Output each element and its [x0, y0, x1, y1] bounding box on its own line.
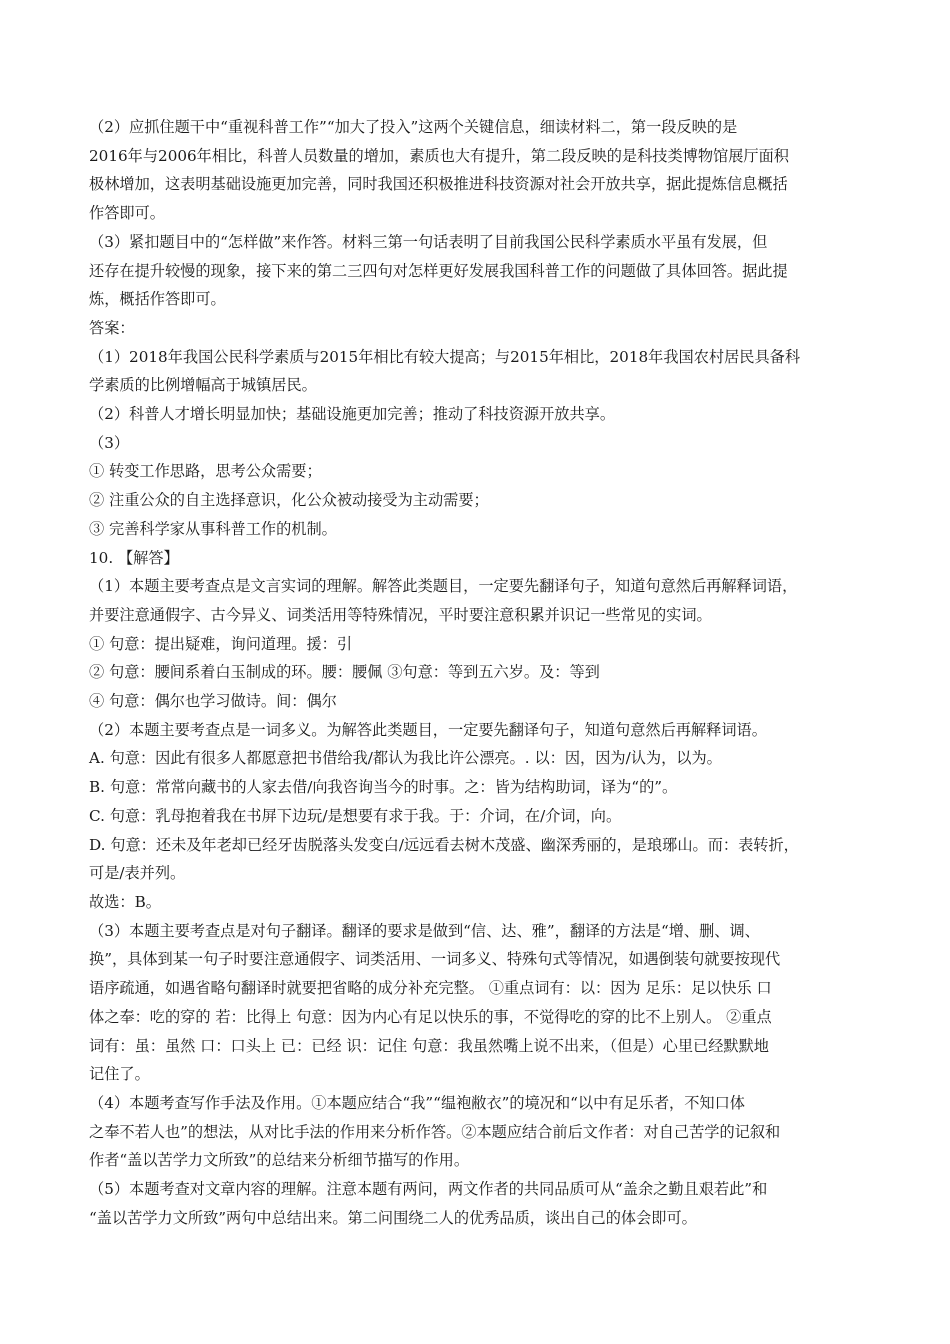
text-line: （3）	[89, 433, 130, 452]
answer-text-body	[89, 113, 869, 1232]
text-line: 作答即可。	[89, 204, 165, 223]
text-line: 可是/表并列。	[89, 864, 186, 883]
text-line: （3）紧扣题目中的“怎样做”来作答。材料三第一句话表明了目前我国公民科学素质水平虽有发展，但	[89, 232, 768, 251]
list-item: ③ 完善科学家从事科普工作的机制。	[89, 519, 337, 538]
text-line: 作者“盖以苦学力文所致”的总结来分析细节描写的作用。	[89, 1151, 470, 1170]
text-line: 炼，概括作答即可。	[89, 290, 226, 309]
list-item: ② 句意：腰间系着白玉制成的环。腰：腰佩 ③句意：等到五六岁。及：等到	[89, 663, 600, 682]
text-line: “盖以苦学力文所致”两句中总结出来。第二问围绕二人的优秀品质，谈出自己的体会即可。	[89, 1208, 697, 1227]
text-line: （2）科普人才增长明显加快；基础设施更加完善；推动了科技资源开放共享。	[89, 405, 616, 424]
question-heading: 10. 【解答】	[89, 548, 179, 567]
option-line: C. 句意：乳母抱着我在书屏下边玩/是想要有求于我。于：介词，在/介词，向。	[89, 806, 622, 825]
text-line: （2）应抓住题干中“重视科普工作”“加大了投入”这两个关键信息，细读材料二，第一段反映的是	[89, 118, 738, 136]
text-line: 2016年与2006年相比，科普人员数量的增加，素质也大有提升，第二段反映的是科技类博物馆展厅面积	[89, 146, 789, 165]
text-line: 学素质的比例增幅高于城镇居民。	[89, 376, 317, 395]
text-line: （3）本题主要考查点是对句子翻译。翻译的要求是做到“信、达、雅”，翻译的方法是“增、删、调、	[89, 921, 760, 940]
list-item: ④ 句意：偶尔也学习做诗。间：偶尔	[89, 692, 337, 711]
list-item: ① 转变工作思路，思考公众需要；	[89, 462, 322, 481]
text-line: （1）本题主要考查点是文言实词的理解。解答此类题目，一定要先翻译句子，知道句意然后再解释词语，	[89, 577, 798, 596]
text-line: 记住了。	[89, 1065, 150, 1084]
text-line: 故选：B。	[89, 892, 161, 911]
text-line: 语序疏通，如遇省略句翻译时就要把省略的成分补充完整。 ①重点词有：以：因为 足乐：足以快乐 口	[89, 979, 772, 998]
text-line: 换”，具体到某一句子时要注意通假字、词类活用、一词多义、特殊句式等情况，如遇倒装句就要按现代	[89, 950, 781, 969]
option-line: A. 句意：因此有很多人都愿意把书借给我/都认为我比许公漂亮。. 以：因，因为/认为，以为。	[89, 749, 722, 768]
text-line: 极林增加，这表明基础设施更加完善，同时我国还积极推进科技资源对社会开放共享，据此提炼信息概括	[89, 175, 788, 194]
text-line: 之奉不若人也”的想法，从对比手法的作用来分析作答。②本题应结合前后文作者：对自己苦学的记叙和	[89, 1122, 781, 1141]
text-line: 词有：虽：虽然 口：口头上 已：已经 识：记住 句意：我虽然嘴上说不出来，（但是）心里已经默默地	[89, 1036, 769, 1055]
text-line: （5）本题考查对文章内容的理解。注意本题有两问，两文作者的共同品质可从“盖余之勤且艰若此”和	[89, 1180, 768, 1199]
text-line: 体之奉：吃的穿的 若：比得上 句意：因为内心有足以快乐的事，不觉得吃的穿的比不上别人。 ②重点	[89, 1007, 772, 1026]
text-line: （4）本题考查写作手法及作用。①本题应结合“我”“缊袍敝衣”的境况和“以中有足乐者，不知口体	[89, 1093, 745, 1112]
answer-heading: 答案：	[89, 318, 135, 337]
text-line: 并要注意通假字、古今异义、词类活用等特殊情况，平时要注意积累并识记一些常见的实词。	[89, 605, 712, 624]
text-line: （1）2018年我国公民科学素质与2015年相比有较大提高；与2015年相比，2018年我国农村居民具备科	[89, 347, 801, 366]
option-line: B. 句意：常常向藏书的人家去借/向我咨询当今的时事。之：皆为结构助词，译为“的”。	[89, 778, 678, 797]
list-item: ① 句意：提出疑难，询问道理。援：引	[89, 634, 353, 653]
option-line: D. 句意：还未及年老却已经牙齿脱落头发变白/远远看去树木茂盛、幽深秀丽的，是琅琊山。而：表转折，	[89, 835, 799, 854]
text-line: （2）本题主要考查点是一词多义。为解答此类题目，一定要先翻译句子，知道句意然后再解释词语。	[89, 720, 767, 739]
text-line: 还存在提升较慢的现象，接下来的第二三四句对怎样更好发展我国科普工作的问题做了具体回答。据此提	[89, 261, 788, 280]
list-item: ② 注重公众的自主选择意识，化公众被动接受为主动需要；	[89, 491, 489, 510]
